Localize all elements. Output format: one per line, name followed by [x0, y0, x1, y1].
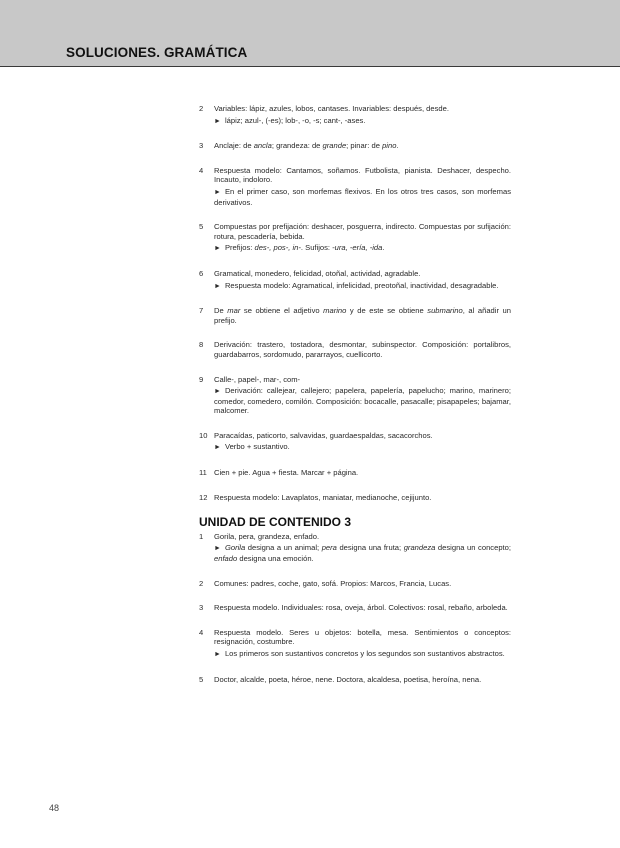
item-text: Paracaídas, paticorto, salvavidas, guardaespaldas, sacacorchos. — [214, 430, 433, 440]
section-heading: UNIDAD DE CONTENIDO 3 — [199, 515, 352, 530]
item-text: Respuesta modelo. Individuales: rosa, oveja, árbol. Colectivos: rosal, rebaño, arboleda. — [214, 603, 508, 613]
item-number: 3 — [199, 141, 204, 151]
item-number: 5 — [199, 674, 204, 684]
solution-item — [199, 532, 511, 564]
item-text: Respuesta modelo: Lavaplatos, maniatar, medianoche, cejijunto. — [214, 492, 432, 502]
item-subtext: ► Los primeros son sustantivos concretos y los segundos son sustantivos abstractos. — [214, 649, 505, 658]
solution-item — [199, 493, 511, 503]
header-rule — [0, 66, 620, 67]
solution-item — [199, 579, 511, 589]
item-text: Gramatical, monedero, felicidad, otoñal, actividad, agradable. — [214, 268, 421, 278]
solution-item — [199, 603, 511, 613]
item-text: Derivación: trastero, tostadora, desmontar, subinspector. Composición: portalibros, guardabarros, sordomudo, pararrayos, cuellicorto. — [214, 340, 511, 359]
solution-item — [199, 675, 511, 685]
item-subtext: ► Gorila designa a un animal; pera designa una fruta; grandeza designa un concepto; enfado designa una emoción. — [214, 543, 511, 564]
item-subtext: ► En el primer caso, son morfemas flexivos. En los otros tres casos, son morfemas derivativos. — [214, 186, 511, 207]
solution-item — [199, 104, 511, 126]
item-text: Cien + pie. Agua + fiesta. Marcar + página. — [214, 468, 359, 478]
item-text: Respuesta modelo: Cantamos, soñamos. Futbolista, pianista. Deshacer, despecho. Incauto, indoloro. — [214, 165, 511, 185]
item-number: 10 — [199, 430, 208, 440]
item-number: 2 — [199, 578, 204, 588]
item-text: Comunes: padres, coche, gato, sofá. Propios: Marcos, Francia, Lucas. — [214, 578, 452, 588]
arrow-icon: ► — [214, 545, 221, 553]
arrow-icon: ► — [214, 444, 221, 452]
item-number: 4 — [199, 165, 204, 175]
item-subtext: ► Verbo + sustantivo. — [214, 442, 290, 452]
solution-item — [199, 431, 511, 453]
arrow-icon: ► — [214, 388, 221, 396]
item-number: 5 — [199, 222, 204, 232]
item-subtext: ► Prefijos: des-, pos-, in-. Sufijos: -ura, -ería, -ida. — [214, 243, 385, 253]
item-number: 11 — [199, 468, 207, 478]
solution-item — [199, 269, 511, 291]
solution-item — [199, 141, 511, 151]
item-text: Calle-, papel-, mar-, com- — [214, 374, 301, 384]
solution-item — [199, 340, 511, 359]
page-title: SOLUCIONES. GRAMÁTICA — [66, 45, 248, 60]
item-text: De mar se obtiene el adjetivo marino y de este se obtiene submarino, al añadir un prefijo. — [214, 306, 511, 325]
item-text: Gorila, pera, grandeza, enfado. — [214, 531, 320, 541]
arrow-icon: ► — [214, 117, 221, 125]
item-number: 3 — [199, 603, 204, 613]
arrow-icon: ► — [214, 188, 221, 196]
solution-item — [199, 628, 511, 660]
item-number: 7 — [199, 306, 204, 316]
solution-item — [199, 306, 511, 325]
item-number: 9 — [199, 374, 204, 384]
item-text: Respuesta modelo. Seres u objetos: botella, mesa. Sentimientos o conceptos: resignación, costumbre. — [214, 627, 511, 647]
arrow-icon: ► — [214, 245, 221, 253]
item-number: 8 — [199, 340, 204, 350]
item-number: 2 — [199, 104, 204, 113]
solution-item — [199, 468, 511, 478]
solution-item — [199, 375, 511, 416]
solutions-content — [199, 104, 511, 684]
arrow-icon: ► — [214, 651, 221, 658]
item-subtext: ► Respuesta modelo: Agramatical, infelicidad, preotoñal, inactividad, desagradable. — [214, 280, 499, 290]
arrow-icon: ► — [214, 282, 221, 290]
item-subtext: ► Derivación: callejear, callejero; papelera, papelería, papelucho; marino, marinero; comedor, comedero, comilón. Composición: bocacalle, pasacalle; pisapapeles; bajamar, malcomer. — [214, 386, 511, 416]
solution-item — [199, 166, 511, 207]
item-text: Anclaje: de ancla; grandeza: de grande; pinar: de pino. — [214, 141, 399, 151]
item-number: 12 — [199, 492, 208, 502]
item-number: 1 — [199, 531, 204, 541]
item-text: Variables: lápiz, azules, lobos, cantases. Invariables: después, desde. — [214, 104, 449, 113]
item-number: 6 — [199, 268, 204, 278]
item-text: Compuestas por prefijación: deshacer, posguerra, indirecto. Compuestas por sufijación: rotura, pescadería, bebida. — [214, 222, 511, 241]
item-subtext: ► lápiz; azul-, (-es); lob-, -o, -s; cant-, -ases. — [214, 115, 366, 125]
page-number: 48 — [49, 803, 60, 813]
item-number: 4 — [199, 627, 204, 637]
solution-item — [199, 222, 511, 254]
item-text: Doctor, alcalde, poeta, héroe, nene. Doctora, alcaldesa, poetisa, heroína, nena. — [214, 674, 482, 684]
